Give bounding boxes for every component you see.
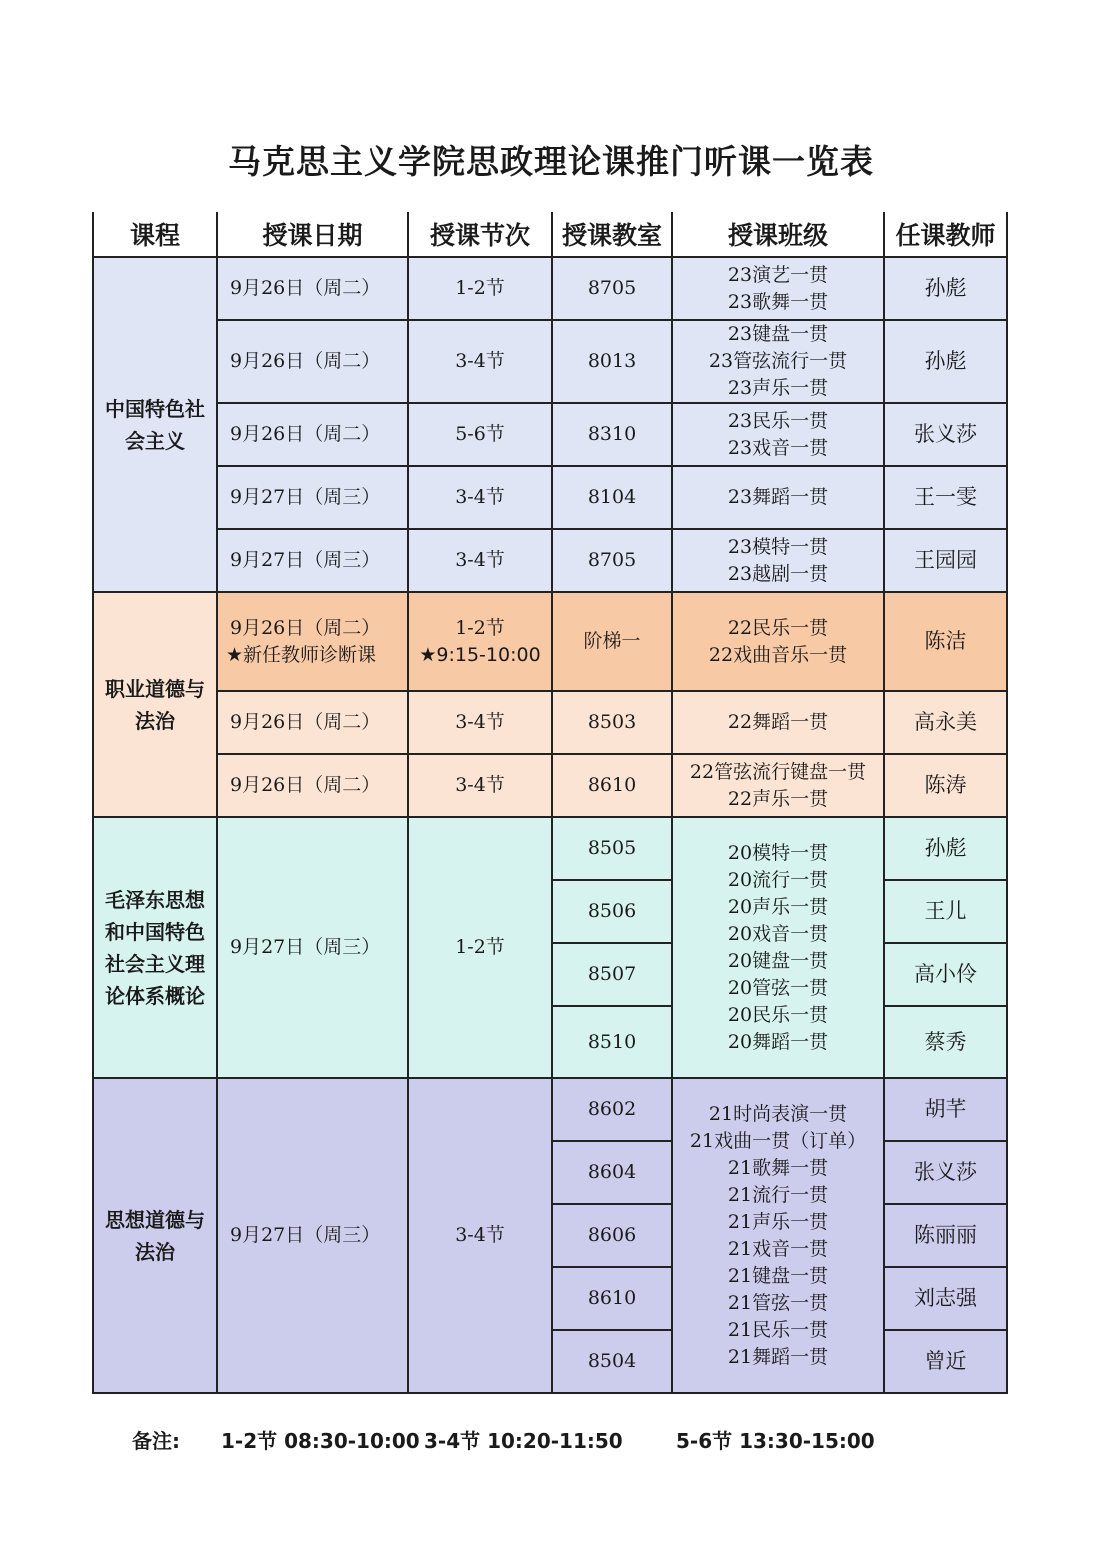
teacher-cell: 张义莎 <box>884 403 1007 466</box>
room-cell: 8013 <box>552 320 672 403</box>
classes-cell <box>672 691 884 754</box>
room-cell: 8506 <box>552 880 672 943</box>
classes-cell <box>672 403 884 466</box>
room-cell: 8602 <box>552 1078 672 1141</box>
room-cell: 8504 <box>552 1330 672 1393</box>
table-row <box>93 592 1007 691</box>
class-name: 22舞蹈一贯 <box>727 711 829 733</box>
class-name: 23演艺一贯 <box>727 263 829 286</box>
period-cell: 3-4节 <box>408 466 552 529</box>
date-cell: 9月27日（周三） <box>217 1078 408 1393</box>
period-cell: 5-6节 <box>408 403 552 466</box>
period-text: 1-2节 <box>455 616 505 639</box>
schedule-table <box>92 212 1008 1394</box>
table-row <box>93 754 1007 817</box>
teacher-cell: 张义莎 <box>884 1141 1007 1204</box>
table-row <box>93 466 1007 529</box>
class-name: 20管弦一贯 <box>727 976 829 999</box>
classes-cell <box>672 1078 884 1393</box>
room-cell: 8507 <box>552 943 672 1006</box>
class-name: 23键盘一贯 <box>727 323 829 345</box>
class-name: 23模特一贯 <box>727 535 829 558</box>
class-name: 22民乐一贯 <box>727 616 829 639</box>
room-cell: 8604 <box>552 1141 672 1204</box>
period-cell: 3-4节 <box>408 754 552 817</box>
table-row <box>93 320 1007 403</box>
class-name: 22管弦流行键盘一贯 <box>689 760 867 783</box>
class-name: 21民乐一贯 <box>727 1318 829 1341</box>
classes-cell <box>672 466 884 529</box>
classes-cell <box>672 257 884 320</box>
period-cell: 1-2节 <box>408 817 552 1078</box>
course-cell <box>93 592 217 817</box>
teacher-cell: 孙彪 <box>884 817 1007 880</box>
note-period-5-6: 5-6节 13:30-15:00 <box>676 1429 875 1453</box>
class-name: 22声乐一贯 <box>727 787 829 810</box>
class-name: 21舞蹈一贯 <box>727 1345 829 1368</box>
room-cell: 8104 <box>552 466 672 529</box>
table-row <box>93 691 1007 754</box>
class-name: 22戏曲音乐一贯 <box>708 643 848 666</box>
teacher-cell: 陈涛 <box>884 754 1007 817</box>
class-name: 20键盘一贯 <box>727 949 829 972</box>
teacher-cell: 陈丽丽 <box>884 1204 1007 1267</box>
header-room: 授课教室 <box>552 212 672 257</box>
table-row <box>93 817 1007 880</box>
room-cell: 8310 <box>552 403 672 466</box>
class-name: 23声乐一贯 <box>727 377 829 399</box>
teacher-cell: 王园园 <box>884 529 1007 592</box>
course-cell <box>93 257 217 592</box>
teacher-cell: 陈洁 <box>884 592 1007 691</box>
course-name: 中国特色社会主义 <box>105 396 205 453</box>
date-cell: 9月26日（周二） <box>217 754 408 817</box>
date-cell: 9月26日（周二） <box>217 691 408 754</box>
date-text: 9月26日（周二） <box>230 616 381 639</box>
classes-cell <box>672 754 884 817</box>
date-cell <box>217 592 408 691</box>
room-cell: 阶梯一 <box>552 592 672 691</box>
period-cell: 1-2节 <box>408 257 552 320</box>
class-name: 21管弦一贯 <box>727 1291 829 1314</box>
class-name: 20模特一贯 <box>727 841 829 864</box>
room-cell: 8705 <box>552 257 672 320</box>
period-cell: 3-4节 <box>408 1078 552 1393</box>
note-label: 备注: <box>132 1429 180 1453</box>
header-period: 授课节次 <box>408 212 552 257</box>
class-name: 21歌舞一贯 <box>727 1156 829 1179</box>
room-cell: 8610 <box>552 1267 672 1330</box>
teacher-cell: 孙彪 <box>884 320 1007 403</box>
table-row <box>93 257 1007 320</box>
date-cell: 9月26日（周二） <box>217 320 408 403</box>
class-name: 21声乐一贯 <box>727 1210 829 1233</box>
course-cell <box>93 1078 217 1393</box>
class-name: 20声乐一贯 <box>727 895 829 918</box>
page-title: 马克思主义学院思政理论课推门听课一览表 <box>228 142 874 181</box>
teacher-cell: 高永美 <box>884 691 1007 754</box>
date-cell: 9月27日（周三） <box>217 529 408 592</box>
teacher-cell: 胡芊 <box>884 1078 1007 1141</box>
course-cell <box>93 817 217 1078</box>
class-name: 21键盘一贯 <box>727 1264 829 1287</box>
classes-cell <box>672 592 884 691</box>
header-classes: 授课班级 <box>672 212 884 257</box>
class-name: 23越剧一贯 <box>727 562 829 585</box>
class-name: 21时尚表演一贯 <box>708 1102 848 1125</box>
room-cell: 8606 <box>552 1204 672 1267</box>
note-period-1-2: 1-2节 08:30-10:00 <box>221 1429 420 1453</box>
class-name: 23歌舞一贯 <box>727 290 829 313</box>
teacher-cell: 刘志强 <box>884 1267 1007 1330</box>
header-course: 课程 <box>93 212 217 257</box>
course-name: 思想道德与法治 <box>105 1207 205 1264</box>
class-name: 21流行一贯 <box>727 1183 829 1206</box>
date-cell: 9月27日（周三） <box>217 466 408 529</box>
class-name: 20民乐一贯 <box>727 1003 829 1026</box>
room-cell: 8510 <box>552 1006 672 1078</box>
class-name: 20戏音一贯 <box>727 922 829 945</box>
class-name: 21戏曲一贯（订单） <box>689 1129 867 1152</box>
class-name: 21戏音一贯 <box>727 1237 829 1260</box>
room-cell: 8705 <box>552 529 672 592</box>
class-name: 23戏音一贯 <box>727 436 829 459</box>
header-date: 授课日期 <box>217 212 408 257</box>
date-cell: 9月27日（周三） <box>217 817 408 1078</box>
classes-cell <box>672 320 884 403</box>
teacher-cell: 王儿 <box>884 880 1007 943</box>
date-cell: 9月26日（周二） <box>217 403 408 466</box>
period-cell: 3-4节 <box>408 320 552 403</box>
teacher-cell: 王一雯 <box>884 466 1007 529</box>
room-cell: 8505 <box>552 817 672 880</box>
teacher-cell: 曾近 <box>884 1330 1007 1393</box>
diagnostic-note: ★新任教师诊断课 <box>226 643 377 666</box>
class-name: 23舞蹈一贯 <box>727 486 829 508</box>
class-name: 20流行一贯 <box>727 868 829 891</box>
table-row <box>93 403 1007 466</box>
teacher-cell: 孙彪 <box>884 257 1007 320</box>
classes-cell <box>672 529 884 592</box>
date-cell: 9月26日（周二） <box>217 257 408 320</box>
period-cell <box>408 592 552 691</box>
class-name: 20舞蹈一贯 <box>727 1030 829 1053</box>
table-row <box>93 529 1007 592</box>
period-cell: 3-4节 <box>408 529 552 592</box>
header-teacher: 任课教师 <box>884 212 1007 257</box>
teacher-cell: 蔡秀 <box>884 1006 1007 1078</box>
class-name: 23民乐一贯 <box>727 409 829 432</box>
teacher-cell: 高小伶 <box>884 943 1007 1006</box>
room-cell: 8610 <box>552 754 672 817</box>
course-name: 毛泽东思想和中国特色社会主义理论体系概论 <box>105 887 205 1008</box>
course-name: 职业道德与法治 <box>105 676 205 733</box>
time-note: ★9:15-10:00 <box>419 643 541 666</box>
period-cell: 3-4节 <box>408 691 552 754</box>
class-name: 23管弦流行一贯 <box>708 350 848 372</box>
table-row <box>93 1078 1007 1141</box>
note-period-3-4: 3-4节 10:20-11:50 <box>424 1429 623 1453</box>
header-row <box>93 212 1007 257</box>
classes-cell <box>672 817 884 1078</box>
room-cell: 8503 <box>552 691 672 754</box>
